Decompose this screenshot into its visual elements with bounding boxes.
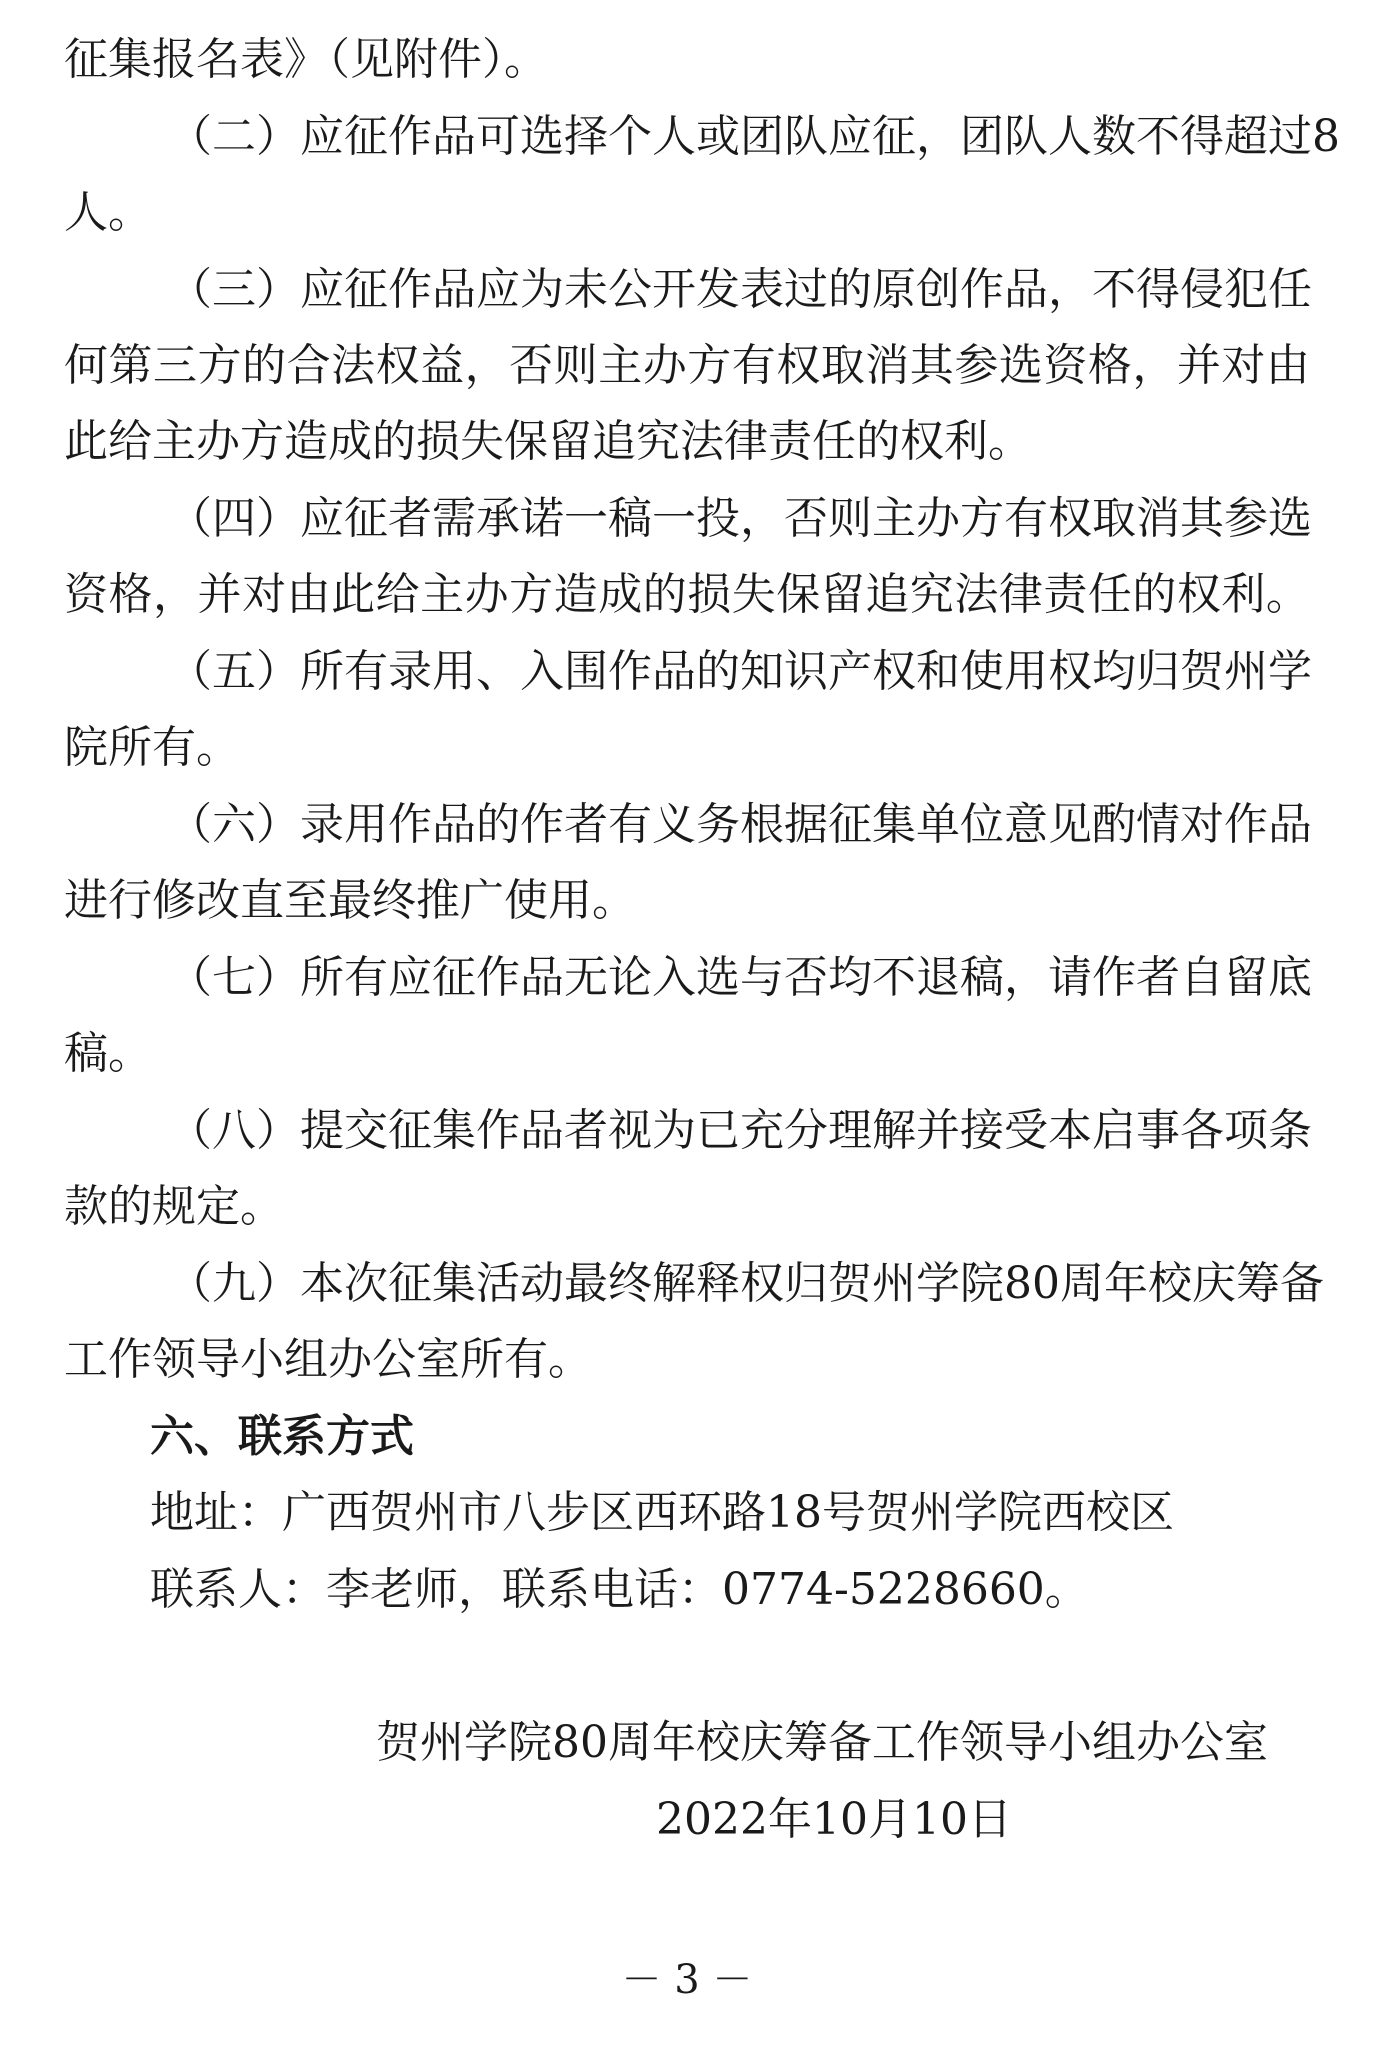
glyph: 权 xyxy=(1048,493,1092,544)
glyph: 可 xyxy=(476,111,520,162)
glyph: 并 xyxy=(1176,340,1221,391)
glyph: 启 xyxy=(1092,1105,1136,1156)
glyph: 入 xyxy=(520,646,564,697)
glyph: 有 xyxy=(1004,493,1048,544)
glyph: 意 xyxy=(1004,799,1048,850)
glyph: 征 xyxy=(872,111,916,162)
glyph: 第 xyxy=(108,340,153,391)
glyph: 方 xyxy=(960,493,1004,544)
glyph: 为 xyxy=(520,264,564,315)
glyph: 取 xyxy=(1092,493,1136,544)
glyph: 益 xyxy=(420,340,465,391)
signature-date: 2022年10月10日 xyxy=(656,1794,1012,1845)
glyph: 有 xyxy=(608,799,652,850)
glyph: 主 xyxy=(598,340,643,391)
contact-person: 联系人：李老师，联系电话：0774-5228660。 xyxy=(150,1564,1089,1615)
glyph: 法 xyxy=(331,340,376,391)
glyph: （ xyxy=(168,952,212,1003)
glyph: 录 xyxy=(300,799,344,850)
glyph: 征 xyxy=(388,1258,432,1309)
glyph: 品 xyxy=(1268,799,1312,850)
glyph: 四 xyxy=(212,493,256,544)
glyph: ， xyxy=(464,340,509,391)
glyph: 应 xyxy=(300,493,344,544)
glyph: 作 xyxy=(388,264,432,315)
glyph: 作 xyxy=(388,799,432,850)
glyph: 稿 xyxy=(608,493,652,544)
glyph: 产 xyxy=(828,646,872,697)
body-line: 征集报名表》（见附件）。 xyxy=(64,34,548,85)
glyph: 并 xyxy=(197,569,242,620)
glyph: 周 xyxy=(1060,1258,1104,1309)
glyph: 八 xyxy=(212,1105,256,1156)
glyph: 识 xyxy=(784,646,828,697)
glyph: ， xyxy=(153,569,198,620)
glyph: ， xyxy=(1048,264,1092,315)
glyph: 集 xyxy=(872,799,916,850)
glyph: （ xyxy=(168,1258,212,1309)
glyph: 单 xyxy=(916,799,960,850)
glyph: 参 xyxy=(954,340,999,391)
glyph: 则 xyxy=(553,340,598,391)
glyph: 、 xyxy=(476,646,520,697)
glyph: 否 xyxy=(784,952,828,1003)
glyph: 三 xyxy=(212,264,256,315)
glyph: 年 xyxy=(1104,1258,1148,1309)
glyph: 九 xyxy=(212,1258,256,1309)
glyph: 权 xyxy=(776,340,821,391)
glyph: 品 xyxy=(520,952,564,1003)
body-line: 人。 xyxy=(64,187,152,238)
glyph: 方 xyxy=(197,340,242,391)
glyph: 已 xyxy=(696,1105,740,1156)
glyph: 投 xyxy=(696,493,740,544)
glyph: 未 xyxy=(564,264,608,315)
glyph: 各 xyxy=(1180,1105,1224,1156)
glyph: 应 xyxy=(300,111,344,162)
glyph: 根 xyxy=(740,799,784,850)
glyph: 作 xyxy=(476,952,520,1003)
glyph: 需 xyxy=(432,493,476,544)
glyph: 主 xyxy=(420,569,465,620)
glyph: 入 xyxy=(652,952,696,1003)
glyph: 充 xyxy=(740,1105,784,1156)
body-line-justified xyxy=(168,646,1312,697)
glyph: 围 xyxy=(564,646,608,697)
glyph: 征 xyxy=(344,493,388,544)
glyph: 过 xyxy=(784,264,828,315)
glyph: 得 xyxy=(1136,264,1180,315)
glyph: 究 xyxy=(909,569,954,620)
glyph: 请 xyxy=(1048,952,1092,1003)
glyph: 表 xyxy=(740,264,784,315)
glyph: 最 xyxy=(564,1258,608,1309)
glyph: 解 xyxy=(872,1105,916,1156)
glyph: （ xyxy=(168,646,212,697)
glyph: 六 xyxy=(212,799,256,850)
glyph: 其 xyxy=(1180,493,1224,544)
glyph: 筹 xyxy=(1236,1258,1280,1309)
glyph: （ xyxy=(168,799,212,850)
glyph: 办 xyxy=(916,493,960,544)
glyph: 品 xyxy=(432,111,476,162)
body-line-justified xyxy=(168,111,1340,162)
glyph: 项 xyxy=(1224,1105,1268,1156)
glyph: 集 xyxy=(432,1258,476,1309)
glyph: 创 xyxy=(916,264,960,315)
glyph: 位 xyxy=(960,799,1004,850)
glyph: ， xyxy=(1132,340,1177,391)
glyph: 均 xyxy=(828,952,872,1003)
glyph: 作 xyxy=(1092,952,1136,1003)
glyph: （ xyxy=(168,1105,212,1156)
glyph: 所 xyxy=(300,952,344,1003)
glyph: 院 xyxy=(960,1258,1004,1309)
glyph: ） xyxy=(256,799,300,850)
glyph: 原 xyxy=(872,264,916,315)
glyph: 解 xyxy=(652,1258,696,1309)
glyph: 其 xyxy=(909,340,954,391)
glyph: 过 xyxy=(1268,111,1312,162)
glyph: 征 xyxy=(432,952,476,1003)
glyph: 不 xyxy=(1092,264,1136,315)
glyph: 者 xyxy=(1136,952,1180,1003)
glyph: （ xyxy=(168,493,212,544)
body-line-justified xyxy=(168,799,1312,850)
glyph: 有 xyxy=(344,646,388,697)
body-line-justified xyxy=(64,569,1310,620)
glyph: 据 xyxy=(784,799,828,850)
glyph: 受 xyxy=(1004,1105,1048,1156)
glyph: 并 xyxy=(916,1105,960,1156)
glyph: 公 xyxy=(608,264,652,315)
glyph: 知 xyxy=(740,646,784,697)
signature-org: 贺州学院80周年校庆筹备工作领导小组办公室 xyxy=(376,1717,1268,1768)
glyph: 作 xyxy=(960,264,1004,315)
glyph: 动 xyxy=(520,1258,564,1309)
glyph: 用 xyxy=(432,646,476,697)
glyph: 造 xyxy=(553,569,598,620)
glyph: ） xyxy=(256,952,300,1003)
glyph: 应 xyxy=(300,264,344,315)
body-line-justified xyxy=(168,1105,1312,1156)
glyph: 用 xyxy=(1004,646,1048,697)
glyph: 七 xyxy=(212,952,256,1003)
glyph: 理 xyxy=(828,1105,872,1156)
glyph: 征 xyxy=(344,264,388,315)
glyph: 队 xyxy=(1004,111,1048,162)
body-line-justified xyxy=(168,1258,1324,1309)
glyph: ） xyxy=(256,646,300,697)
glyph: ） xyxy=(256,493,300,544)
glyph: 保 xyxy=(776,569,821,620)
glyph: 分 xyxy=(784,1105,828,1156)
glyph: 归 xyxy=(784,1258,828,1309)
body-line: 款的规定。 xyxy=(64,1181,284,1232)
glyph: 使 xyxy=(960,646,1004,697)
glyph: 释 xyxy=(696,1258,740,1309)
glyph: 底 xyxy=(1268,952,1312,1003)
glyph: （ xyxy=(168,264,212,315)
glyph: 有 xyxy=(731,340,776,391)
glyph: 者 xyxy=(388,493,432,544)
glyph: 学 xyxy=(916,1258,960,1309)
glyph: 终 xyxy=(608,1258,652,1309)
glyph: 。 xyxy=(1265,569,1310,620)
glyph: 此 xyxy=(331,569,376,620)
section-heading: 六、联系方式 xyxy=(150,1411,414,1462)
glyph: ， xyxy=(916,111,960,162)
glyph: 酌 xyxy=(1092,799,1136,850)
glyph: 应 xyxy=(476,264,520,315)
glyph: 数 xyxy=(1092,111,1136,162)
body-line: 稿。 xyxy=(64,1028,152,1079)
glyph: 方 xyxy=(509,569,554,620)
glyph: 务 xyxy=(696,799,740,850)
glyph: 庆 xyxy=(1192,1258,1236,1309)
glyph: 品 xyxy=(1004,264,1048,315)
glyph: 得 xyxy=(1180,111,1224,162)
glyph: 选 xyxy=(1268,493,1312,544)
glyph: 对 xyxy=(1180,799,1224,850)
glyph: 作 xyxy=(476,1105,520,1156)
glyph: 犯 xyxy=(1224,264,1268,315)
glyph: 应 xyxy=(388,952,432,1003)
glyph: 作 xyxy=(1224,799,1268,850)
glyph: 团 xyxy=(960,111,1004,162)
glyph: 自 xyxy=(1180,952,1224,1003)
glyph: 合 xyxy=(286,340,331,391)
glyph: 贺 xyxy=(828,1258,872,1309)
glyph: 州 xyxy=(1224,646,1268,697)
glyph: 接 xyxy=(960,1105,1004,1156)
glyph: 无 xyxy=(564,952,608,1003)
glyph: 消 xyxy=(1136,493,1180,544)
glyph: 法 xyxy=(954,569,999,620)
glyph: 利 xyxy=(1221,569,1266,620)
body-line-justified xyxy=(168,952,1312,1003)
glyph: 的 xyxy=(828,264,872,315)
body-line: 院所有。 xyxy=(64,722,240,773)
glyph: 失 xyxy=(731,569,776,620)
glyph: 集 xyxy=(432,1105,476,1156)
glyph: （ xyxy=(168,111,212,162)
glyph: 否 xyxy=(509,340,554,391)
body-line: 此给主办方造成的损失保留追究法律责任的权利。 xyxy=(64,416,1032,467)
body-line: 工作领导小组办公室所有。 xyxy=(64,1334,592,1385)
glyph: 视 xyxy=(608,1105,652,1156)
glyph: 次 xyxy=(344,1258,388,1309)
glyph: 消 xyxy=(865,340,910,391)
glyph: 给 xyxy=(375,569,420,620)
glyph: 方 xyxy=(687,340,732,391)
glyph: 州 xyxy=(872,1258,916,1309)
glyph: 三 xyxy=(153,340,198,391)
glyph: 见 xyxy=(1048,799,1092,850)
glyph: 活 xyxy=(476,1258,520,1309)
glyph: 开 xyxy=(652,264,696,315)
glyph: 对 xyxy=(1221,340,1266,391)
glyph: 为 xyxy=(652,1105,696,1156)
glyph: 发 xyxy=(696,264,740,315)
glyph: 人 xyxy=(652,111,696,162)
glyph: 本 xyxy=(1048,1105,1092,1156)
glyph: ） xyxy=(256,264,300,315)
glyph: 不 xyxy=(872,952,916,1003)
body-line-justified xyxy=(168,493,1312,544)
glyph: 由 xyxy=(1265,340,1310,391)
glyph: 80 xyxy=(1004,1258,1060,1309)
glyph: ） xyxy=(256,1105,300,1156)
glyph: 者 xyxy=(564,799,608,850)
glyph: 选 xyxy=(696,952,740,1003)
glyph: 稿 xyxy=(960,952,1004,1003)
glyph: 权 xyxy=(1176,569,1221,620)
glyph: 队 xyxy=(784,111,828,162)
glyph: 对 xyxy=(242,569,287,620)
glyph: 团 xyxy=(740,111,784,162)
glyph: 备 xyxy=(1280,1258,1324,1309)
glyph: 学 xyxy=(1268,646,1312,697)
glyph: 参 xyxy=(1224,493,1268,544)
glyph: 留 xyxy=(820,569,865,620)
glyph: 或 xyxy=(696,111,740,162)
contact-address: 地址：广西贺州市八步区西环路18号贺州学院西校区 xyxy=(150,1487,1174,1538)
glyph: 的 xyxy=(242,340,287,391)
page-number: － 3 － xyxy=(621,1957,753,2003)
glyph: 二 xyxy=(212,111,256,162)
glyph: 侵 xyxy=(1180,264,1224,315)
glyph: ， xyxy=(1004,952,1048,1003)
glyph: 本 xyxy=(300,1258,344,1309)
glyph: 损 xyxy=(687,569,732,620)
glyph: 追 xyxy=(865,569,910,620)
glyph: 均 xyxy=(1092,646,1136,697)
glyph: 品 xyxy=(432,264,476,315)
glyph: 作 xyxy=(388,111,432,162)
glyph: 办 xyxy=(464,569,509,620)
body-line-justified xyxy=(168,264,1312,315)
glyph: 何 xyxy=(64,340,108,391)
glyph: 一 xyxy=(564,493,608,544)
glyph: 责 xyxy=(1043,569,1088,620)
glyph: 权 xyxy=(740,1258,784,1309)
glyph: 资 xyxy=(64,569,108,620)
glyph: 办 xyxy=(642,340,687,391)
glyph: 一 xyxy=(652,493,696,544)
glyph: 主 xyxy=(872,493,916,544)
glyph: 有 xyxy=(344,952,388,1003)
glyph: 征 xyxy=(828,799,872,850)
glyph: 应 xyxy=(828,111,872,162)
glyph: 条 xyxy=(1268,1105,1312,1156)
body-line: 进行修改直至最终推广使用。 xyxy=(64,875,636,926)
glyph: 任 xyxy=(1087,569,1132,620)
glyph: 格 xyxy=(108,569,153,620)
glyph: 资 xyxy=(1043,340,1088,391)
glyph: 五 xyxy=(212,646,256,697)
glyph: 选 xyxy=(520,111,564,162)
glyph: 由 xyxy=(286,569,331,620)
glyph: 的 xyxy=(476,799,520,850)
glyph: 用 xyxy=(344,799,388,850)
glyph: 任 xyxy=(1268,264,1312,315)
glyph: 人 xyxy=(1048,111,1092,162)
glyph: 诺 xyxy=(520,493,564,544)
glyph: 校 xyxy=(1148,1258,1192,1309)
glyph: 否 xyxy=(784,493,828,544)
glyph: 择 xyxy=(564,111,608,162)
glyph: 征 xyxy=(344,111,388,162)
glyph: ， xyxy=(740,493,784,544)
glyph: 的 xyxy=(1132,569,1177,620)
glyph: 者 xyxy=(564,1105,608,1156)
glyph: 所 xyxy=(300,646,344,697)
glyph: 则 xyxy=(828,493,872,544)
glyph: 贺 xyxy=(1180,646,1224,697)
glyph: 品 xyxy=(520,1105,564,1156)
glyph: 事 xyxy=(1136,1105,1180,1156)
glyph: 情 xyxy=(1136,799,1180,850)
glyph: 取 xyxy=(820,340,865,391)
body-line-justified xyxy=(64,340,1310,391)
glyph: 选 xyxy=(998,340,1043,391)
glyph: 权 xyxy=(872,646,916,697)
glyph: 提 xyxy=(300,1105,344,1156)
glyph: 归 xyxy=(1136,646,1180,697)
glyph: 承 xyxy=(476,493,520,544)
glyph: 交 xyxy=(344,1105,388,1156)
glyph: 义 xyxy=(652,799,696,850)
glyph: 和 xyxy=(916,646,960,697)
glyph: 权 xyxy=(375,340,420,391)
glyph: 论 xyxy=(608,952,652,1003)
glyph: 录 xyxy=(388,646,432,697)
glyph: 征 xyxy=(388,1105,432,1156)
glyph: 8 xyxy=(1312,111,1340,162)
glyph: ） xyxy=(256,1258,300,1309)
glyph: 作 xyxy=(520,799,564,850)
glyph: 成 xyxy=(598,569,643,620)
glyph: 退 xyxy=(916,952,960,1003)
glyph: 留 xyxy=(1224,952,1268,1003)
glyph: 格 xyxy=(1087,340,1132,391)
glyph: 不 xyxy=(1136,111,1180,162)
glyph: 超 xyxy=(1224,111,1268,162)
glyph: 的 xyxy=(696,646,740,697)
glyph: 个 xyxy=(608,111,652,162)
glyph: 品 xyxy=(652,646,696,697)
glyph: 权 xyxy=(1048,646,1092,697)
glyph: 律 xyxy=(998,569,1043,620)
glyph: 的 xyxy=(642,569,687,620)
glyph: 与 xyxy=(740,952,784,1003)
glyph: 品 xyxy=(432,799,476,850)
glyph: ） xyxy=(256,111,300,162)
glyph: 作 xyxy=(608,646,652,697)
